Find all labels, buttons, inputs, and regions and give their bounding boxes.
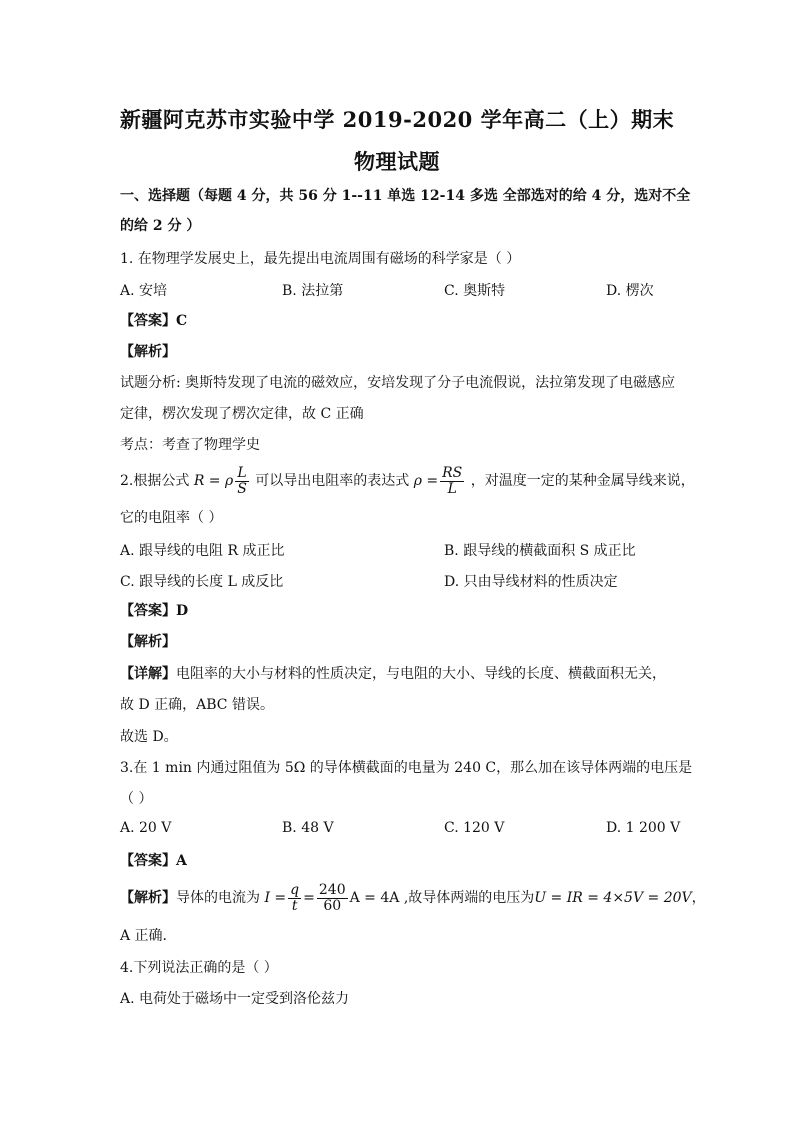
q3-option-b: B. 48 V	[282, 820, 334, 836]
q3-analysis-formula: U = IR = 4×5V = 20V	[534, 890, 692, 906]
q3-formula-frac-1	[288, 883, 301, 914]
q1-note: 考点：考查了物理学史	[120, 437, 260, 453]
q3-analysis-text-b: ,故导体两端的电压为	[403, 890, 535, 906]
q3-formula-num-2: 240	[318, 881, 346, 898]
q3-option-d: D. 1 200 V	[606, 820, 681, 836]
q2-formula-2-num: RS	[442, 464, 463, 481]
question-2-stem	[120, 463, 695, 499]
q3-option-c: C. 120 V	[444, 820, 505, 836]
question-3-stem: 3.在 1 min 内通过阻值为 5Ω 的导体横截面的电量为 240 C，那么加在该导体两端的电压是	[120, 760, 693, 776]
q2-detail	[120, 664, 680, 684]
q2-analysis-label: 【解析】	[120, 634, 176, 650]
q3-formula-rest: A = 4A	[349, 890, 400, 906]
q1-analysis-label: 【解析】	[120, 344, 176, 360]
q2-formula-1-lhs: R = ρ	[193, 473, 234, 489]
q2-answer: 【答案】D	[120, 603, 189, 619]
q2-stem-part-b: 可以导出电阻率的表达式	[255, 473, 410, 489]
q1-analysis-text-cont: 定律，楞次发现了楞次定律，故 C 正确	[120, 406, 364, 422]
q2-formula-1-den: S	[237, 480, 247, 497]
q3-answer: 【答案】A	[120, 853, 187, 869]
q2-stem-part-a: 2.根据公式	[120, 473, 190, 489]
section-header: 一、选择题（每题 4 分，共 56 分 1--11 单选 12-14 多选 全部选对的给 4 分，选对不全	[120, 188, 691, 204]
q1-analysis-text: 试题分析: 奥斯特发现了电流的磁效应，安培发现了分子电流假说，法拉第发现了电磁感应	[120, 375, 676, 391]
question-1-stem: 1. 在物理学发展史上，最先提出电流周围有磁场的科学家是（ ）	[120, 251, 521, 267]
q2-formula-2-fraction	[440, 466, 464, 497]
q1-option-a: A. 安培	[120, 283, 168, 299]
q2-formula-1-num: L	[235, 466, 249, 482]
q3-analysis-text-a: 导体的电流为	[176, 890, 260, 906]
document-subtitle: 物理试题	[354, 149, 440, 174]
q3-analysis-label: 【解析】	[120, 890, 176, 906]
question-4-stem: 4.下列说法正确的是（ ）	[120, 960, 278, 976]
q2-formula-1-fraction	[235, 466, 249, 497]
q1-answer: 【答案】C	[120, 313, 188, 329]
q3-analysis	[120, 880, 706, 916]
q1-option-c: C. 奥斯特	[444, 283, 506, 299]
q2-formula-2-lhs: ρ =	[413, 473, 439, 489]
q2-formula-2-den: L	[447, 480, 457, 497]
q3-formula-eq: =	[303, 890, 315, 906]
q2-option-c: C. 跟导线的长度 L 成反比	[120, 574, 284, 590]
q3-option-a: A. 20 V	[120, 820, 172, 836]
q2-detail-text: 电阻率的大小与材料的性质决定，与电阻的大小、导线的长度、横截面积无关，	[176, 666, 666, 682]
q3-formula-num-1: q	[290, 881, 300, 898]
q3-formula-den-1: t	[291, 897, 298, 914]
q3-formula-den-2: 60	[323, 897, 342, 914]
q2-stem-cont: 它的电阻率（ ）	[120, 510, 223, 526]
q2-option-b: B. 跟导线的横截面积 S 成正比	[444, 543, 636, 559]
q4-option-a: A. 电荷处于磁场中一定受到洛伦兹力	[120, 991, 350, 1007]
q2-detail-cont: 故 D 正确，ABC 错误。	[120, 697, 274, 713]
q3-stem-cont: （ ）	[120, 791, 153, 807]
q2-stem-part-c: ，对温度一定的某种金属导线来说，	[470, 473, 695, 489]
q3-analysis-text-c: ，	[691, 890, 706, 906]
q3-formula-frac-2	[317, 883, 348, 914]
q2-detail-label: 【详解】	[120, 666, 176, 682]
section-header-cont: 的给 2 分 ）	[120, 218, 201, 234]
q2-option-a: A. 跟导线的电阻 R 成正比	[120, 543, 285, 559]
q3-formula-lhs: I =	[264, 890, 287, 906]
q3-analysis-cont: A 正确．	[120, 928, 177, 944]
document-title: 新疆阿克苏市实验中学 2019-2020 学年高二（上）期末	[119, 107, 675, 132]
q2-conclusion: 故选 D。	[120, 729, 178, 745]
q1-option-d: D. 楞次	[606, 283, 654, 299]
q1-option-b: B. 法拉第	[282, 283, 344, 299]
q2-option-d: D. 只由导线材料的性质决定	[444, 574, 618, 590]
